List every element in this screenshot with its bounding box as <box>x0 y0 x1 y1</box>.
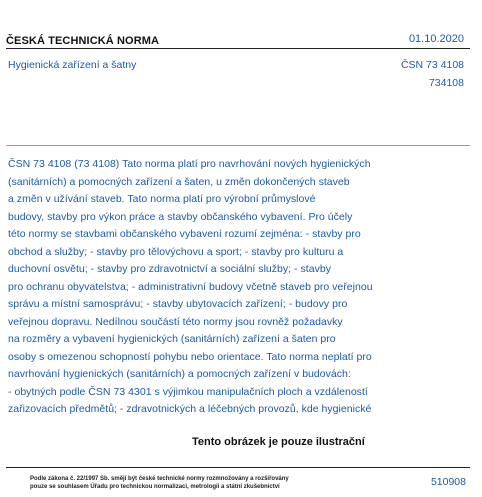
text-line: ČSN 73 4108 (73 4108) Tato norma platí pro navrhování nových hygienických <box>8 158 371 170</box>
section-divider <box>6 145 470 146</box>
annotation-text <box>8 156 474 419</box>
text-line: správu a místní samosprávu; - stavby ubytovacích zařízení; - budovy pro <box>8 298 348 310</box>
text-line: této normy se stavbami občanského vybavení rozumí zejména: - stavby pro <box>8 228 361 240</box>
copyright-notice <box>30 475 289 491</box>
text-line: - obytných podle ČSN 73 4301 s výjimkou manipulačních ploch a vzdáleností <box>8 385 368 398</box>
document-subtitle: Hygienická zařízení a šatny <box>8 59 137 71</box>
text-line: pro ochranu obyvatelstva; - administrativní budovy včetně staveb pro veřejnou <box>8 280 373 293</box>
header-title: ČESKÁ TECHNICKÁ NORMA <box>6 35 160 47</box>
text-line: osoby s omezenou schopností pohybu nebo orientace. Tato norma neplatí pro <box>8 350 372 363</box>
page-header <box>6 33 470 47</box>
text-line: a změn v užívání staveb. Tato norma platí pro výrobní průmyslové <box>8 193 316 205</box>
header-divider <box>6 48 470 49</box>
classification-number: 734108 <box>428 77 464 89</box>
copyright-line: pouze se souhlasem Úřadu pro technickou normalizaci, metrologii a státní zkušebnictví <box>30 484 280 490</box>
text-line: duchovní osvětu; - stavby pro zdravotnictví a sociální služby; - stavby <box>8 263 331 275</box>
document-number: 510908 <box>430 476 466 488</box>
text-line: na rozměry a vybavení hygienických (sanitárních) zařízení a šaten pro <box>8 333 336 345</box>
text-line: obchod a služby; - stavby pro tělovýchovu a sport; - stavby pro kulturu a <box>8 245 344 258</box>
copyright-line: Podle zákona č. 22/1997 Sb. smějí být české technické normy rozmnožovány a rozšiřovány <box>30 476 289 482</box>
standard-code: ČSN 73 4108 <box>400 59 464 71</box>
text-line: veřejnou dopravu. Nedílnou součástí této normy jsou rovněž požadavky <box>8 315 343 328</box>
illustration-notice: Tento obrázek je pouze ilustrační <box>192 436 365 448</box>
text-line: navrhování hygienických (sanitárních) a pomocných zařízení v budovách: <box>8 368 351 380</box>
text-line: (sanitárních) a pomocných zařízení a šaten, u změn dokončených staveb <box>8 175 350 188</box>
text-line: budovy, stavby pro výkon práce a stavby občanského vybavení. Pro účely <box>8 210 353 223</box>
footer-divider <box>6 467 470 468</box>
issue-date: 01.10.2020 <box>408 33 464 45</box>
text-line: zařizovacích předmětů; - zdravotnických a léčebných provozů, kde hygienické <box>8 403 372 415</box>
